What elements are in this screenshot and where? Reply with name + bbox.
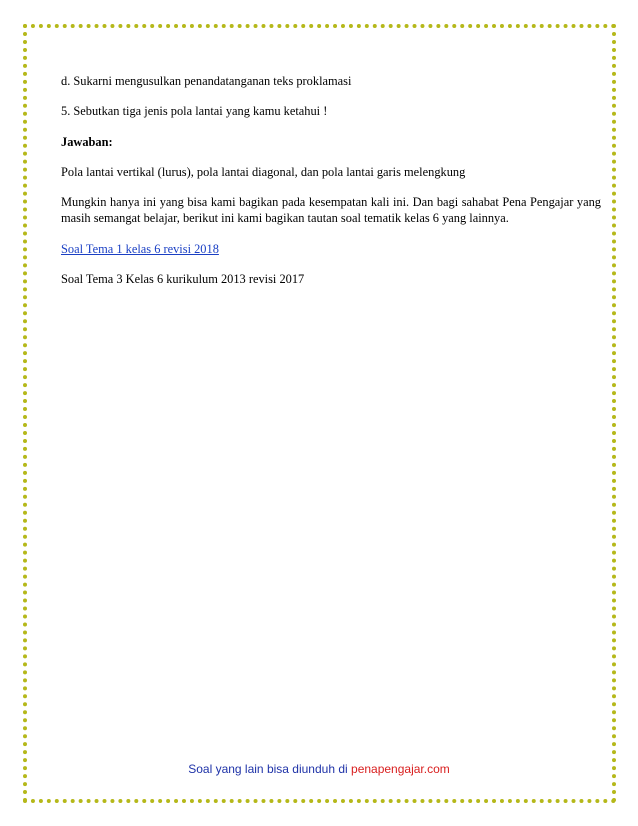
- closing-paragraph: Mungkin hanya ini yang bisa kami bagikan pada kesempatan kali ini. Dan bagi sahabat Pena Pengajar yang masih semangat belajar, berikut ini kami bagikan tautan soal tematik kelas 6 yang lainnya.: [61, 195, 601, 225]
- link-soal-tema-1[interactable]: Soal Tema 1 kelas 6 revisi 2018: [61, 242, 219, 256]
- footer-text: Soal yang lain bisa diunduh di: [188, 762, 352, 776]
- link-paragraph: [61, 241, 219, 257]
- question-5: 5. Sebutkan tiga jenis pola lantai yang kamu ketahui !: [61, 104, 328, 118]
- text-soal-tema-3: Soal Tema 3 Kelas 6 kurikulum 2013 revisi 2017: [61, 272, 305, 286]
- option-d-text: d. Sukarni mengusulkan penandatanganan teks proklamasi: [61, 74, 352, 88]
- footer-site-link[interactable]: penapengajar.com: [351, 762, 450, 776]
- page-footer: [0, 762, 638, 776]
- answer-text: Pola lantai vertikal (lurus), pola lantai diagonal, dan pola lantai garis melengkung: [61, 165, 466, 179]
- answer-label: Jawaban:: [61, 135, 113, 149]
